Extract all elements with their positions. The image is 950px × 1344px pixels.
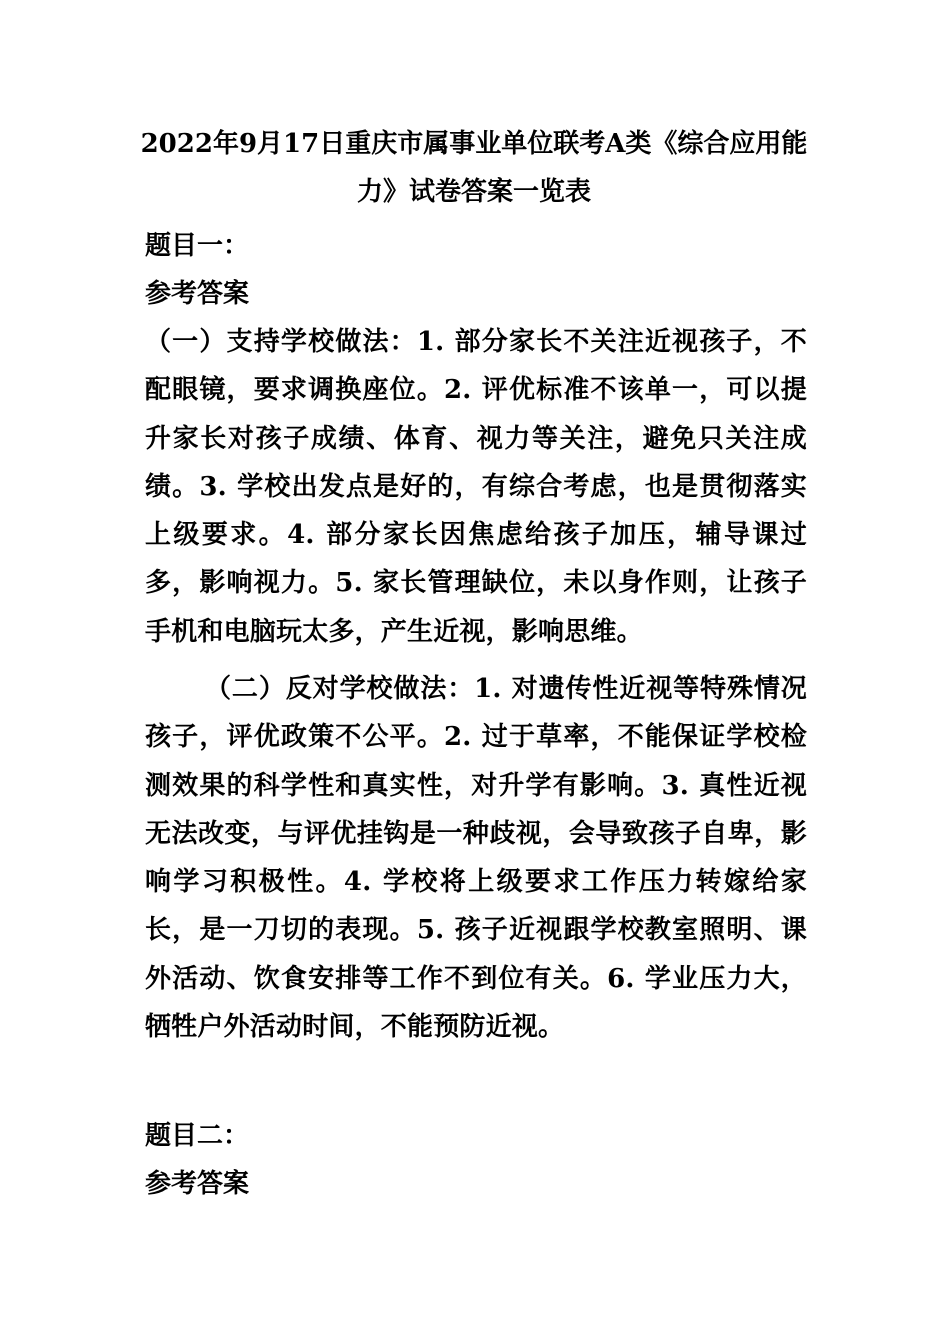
question-2-answer-label: 参考答案	[145, 1169, 250, 1199]
document-title: 2022年9月17日重庆市属事业单位联考A类《综合应用能力》试卷答案一览表	[140, 129, 808, 207]
question-1-answer-part-2: （二）反对学校做法：1. 对遗传性近视等特殊情况孩子，评优政策不公平。2. 过于草率，不能保证学校检测效果的科学性和真实性，对升学有影响。3. 真性近视无法改变，与评优挂钩是一种歧视，会导致孩子自卑，影响学习积极性。4. 学校将上级要求工作压力转嫁给家长，是一刀切的表现。5. 孩子近视跟学校教室照明、课外活动、饮食安排等工作不到位有关。6. 学业压力大，牺牲户外活动时间，不能预防近视。	[145, 674, 807, 1043]
question-2-heading: 题目二：	[145, 1121, 250, 1151]
question-1-heading: 题目一：	[145, 231, 250, 261]
question-1-answer-part-1: （一）支持学校做法：1. 部分家长不关注近视孩子，不配眼镜，要求调换座位。2. 评优标准不该单一，可以提升家长对孩子成绩、体育、视力等关注，避免只关注成绩。3. 学校出发点是好的，有综合考虑，也是贯彻落实上级要求。4. 部分家长因焦虑给孩子加压，辅导课过多，影响视力。5. 家长管理缺位，未以身作则，让孩子手机和电脑玩太多，产生近视，影响思维。	[145, 327, 807, 647]
question-1-answer-label: 参考答案	[145, 279, 250, 309]
